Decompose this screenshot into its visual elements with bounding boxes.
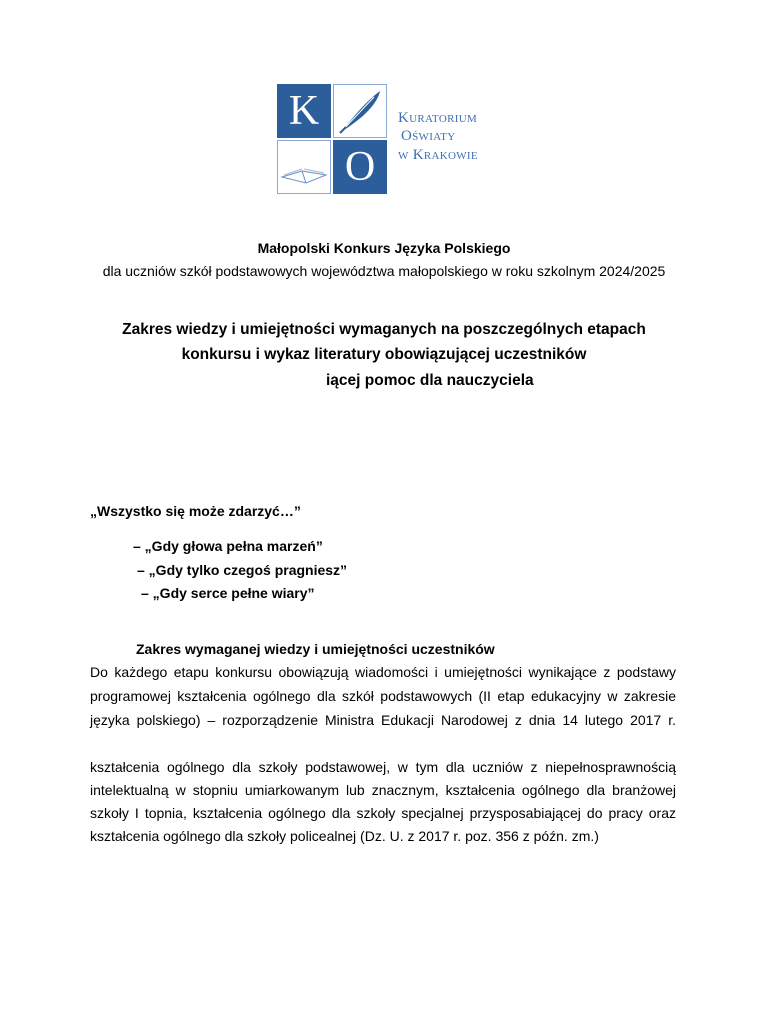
theme-item: – „Gdy serce pełne wiary”	[141, 585, 315, 601]
theme-item: – „Gdy tylko czegoś pragniesz”	[137, 562, 348, 578]
logo-quill-tile	[333, 84, 387, 138]
paragraph-line: Do każdego etapu konkursu obowiązują wiadomości i umiejętności wynikające z podstawy	[90, 664, 676, 680]
theme-item: – „Gdy głowa pełna marzeń”	[133, 538, 323, 554]
quill-icon	[334, 85, 386, 137]
heading-line-3: iącej pomoc dla nauczyciela	[326, 372, 534, 389]
logo-o-tile	[333, 140, 387, 194]
paragraph-line: języka polskiego) – rozporządzenie Ministra Edukacji Narodowej z dnia 14 lutego 2017 r.	[90, 712, 676, 728]
logo-letter-k: K	[288, 88, 320, 134]
paragraph-line: intelektualną w stopniu umiarkowanym lub znacznym, kształcenia ogólnego dla branżowej	[90, 782, 676, 798]
paragraph-line: kształcenia ogólnego dla szkoły policealnej (Dz. U. z 2017 r. poz. 356 z późn. zm.)	[90, 828, 599, 844]
open-book-icon	[278, 141, 330, 193]
logo-name-line1: Kuratorium	[398, 110, 478, 126]
logo-k-tile	[277, 84, 331, 138]
paragraph-line: programowej kształcenia ogólnego dla szkół podstawowych (II etap edukacyjny w zakresie	[90, 688, 676, 704]
contest-subtitle: dla uczniów szkół podstawowych województwa małopolskiego w roku szkolnym 2024/2025	[102, 263, 666, 279]
paragraph-line: kształcenia ogólnego dla szkoły podstawowej, w tym dla uczniów z niepełnosprawnością	[90, 759, 676, 775]
theme-title: „Wszystko się może zdarzyć…”	[90, 503, 301, 519]
logo-letter-o: O	[344, 144, 376, 190]
paragraph-line: szkoły I topnia, kształcenia ogólnego dla szkoły specjalnej przysposabiającej do pracy oraz	[90, 805, 676, 821]
heading-line-2: konkursu i wykaz literatury obowiązującej uczestników	[181, 346, 587, 363]
logo-book-tile	[277, 140, 331, 194]
contest-title: Małopolski Konkurs Języka Polskiego	[257, 240, 511, 256]
heading-line-1: Zakres wiedzy i umiejętności wymaganych na poszczególnych etapach	[122, 321, 646, 338]
kuratorium-logo	[277, 84, 497, 194]
logo-name-line3: w Krakowie	[398, 147, 478, 163]
logo-name-line2: Oświaty	[401, 128, 456, 144]
section-title: Zakres wymaganej wiedzy i umiejętności uczestników	[136, 641, 495, 657]
